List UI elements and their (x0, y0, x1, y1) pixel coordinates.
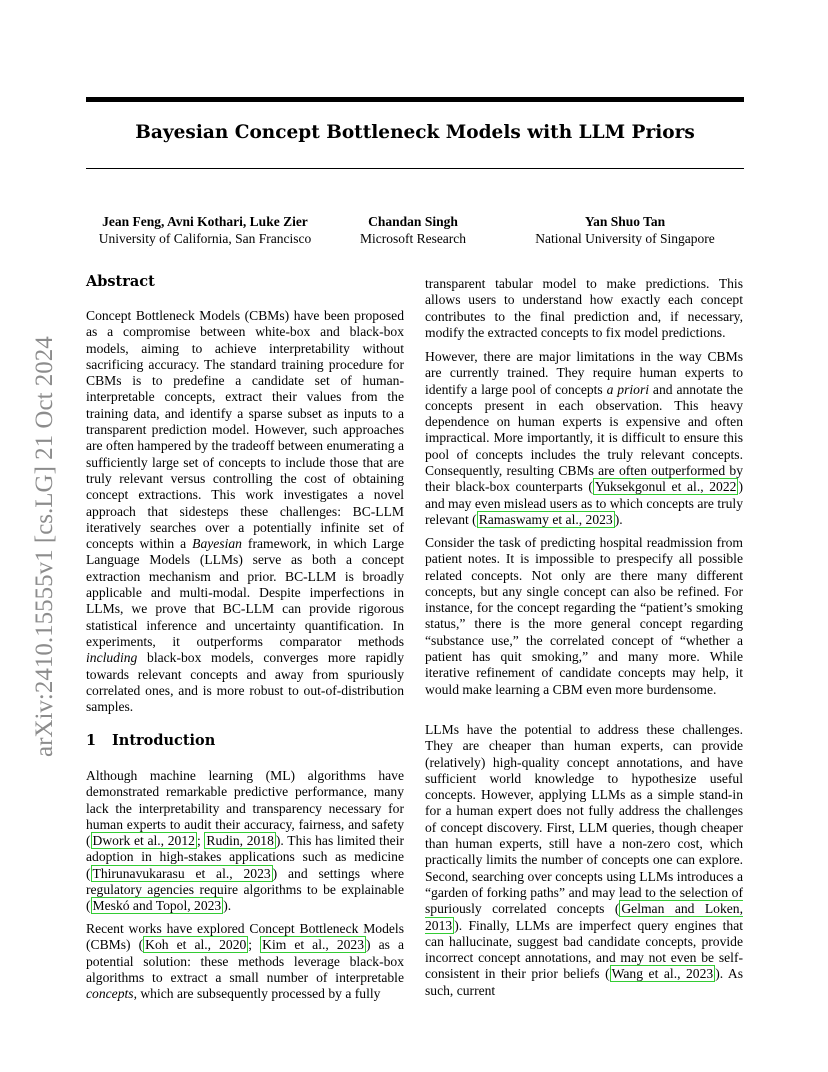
intro-paragraph-6: LLMs have the potential to address these challenges. They are cheaper than human experts, can provide (relatively) high-quality concept annotations, and have sufficient world knowledge to hypothesize useful concepts. However, applying LLMs as a simple stand-in for a human expert does not fully address the challenges of concept discovery. First, LLM queries, though cheaper than human experts, still have a non-zero cost, which practically limits the number of concepts one can explore. Second, searching over concepts using LLMs introduces a “garden of forking paths” and may lead to the selection of spuriously correlated concepts ( Gelman and Loken, 2013 ). Finally, LLMs are imperfect query engines that can hallucinate, suggest bad candidate concepts, provide incorrect concept annotations, and may not even be self-consistent in their prior beliefs ( Wang et al., 2023 ). As such, current (425, 722, 744, 998)
arxiv-id-text: arXiv:2410.15555v1 [cs.LG] 21 Oct 2024 (31, 336, 58, 757)
introduction-heading (86, 733, 215, 749)
citation-link[interactable]: Yuksekgonul et al., 2022 (594, 479, 737, 495)
intro-paragraph-5: Consider the task of predicting hospital readmission from patient notes. It is impossible to prespecify all possible related concepts. Not only are there many different concepts, but any single concept can also be refined. For instance, for the concept regarding the “patient’s smoking status,” there is the more general concept regarding “substance use,” the correlated concept of “whether a patient has quit smoking,” and many more. While iterative refinement of candidate concepts may help, it would make learning a CBM even more burdensome. (425, 535, 743, 697)
author-block-2 (348, 213, 478, 247)
citation-link[interactable]: Kim et al., 2023 (262, 937, 365, 953)
abstract-heading: Abstract (86, 273, 155, 290)
author-names: Jean Feng, Avni Kothari, Luke Zier (102, 214, 308, 229)
intro-paragraph-2: Recent works have explored Concept Bottleneck Models (CBMs) ( Koh et al., 2020 ; Kim et al., 2023 ) as a potential solution: these methods leverage black-box algorithms to extract a small number of interpretable concepts, which are subsequently processed by a fully (86, 921, 404, 1002)
abstract-text: Concept Bottleneck Models (CBMs) have been proposed as a compromise between white-box and black-box models, aiming to achieve interpretability without sacrificing accuracy. The standard training procedure for CBMs is to predefine a candidate set of human-interpretable concepts, extract their values from the training data, and identify a sparse subset as inputs to a transparent prediction model. However, such approaches are often hampered by the tradeoff between enumerating a sufficiently large set of concepts to include those that are truly relevant versus controlling the cost of obtaining concept extractions. This work investigates a novel approach that sidesteps these challenges: BC-LLM iteratively searches over a potentially infinite set of concepts within a Bayesian framework, in which Large Language Models (LLMs) serve as both a concept extraction mechanism and prior. BC-LLM is broadly applicable and multi-modal. Despite imperfections in LLMs, we prove that BC-LLM can provide rigorous statistical inference and uncertainty quantification. In experiments, it outperforms comparator methods including black-box models, converges more rapidly towards relevant concepts and away from spuriously correlated ones, and is more robust to out-of-distribution samples. (86, 308, 404, 715)
intro-paragraph-3: transparent tabular model to make predictions. This allows users to understand how exactly each concept contributes to the final prediction and, if necessary, modify the extracted concepts to fix model predictions. (425, 276, 743, 340)
paper-title: Bayesian Concept Bottleneck Models with LLM Priors (135, 122, 695, 143)
citation-link[interactable]: Ramaswamy et al., 2023 (478, 511, 613, 527)
author-block-3 (505, 213, 745, 247)
section-title: Introduction (112, 732, 216, 749)
author-affiliation: Microsoft Research (359, 231, 467, 246)
citation-link[interactable]: Koh et al., 2020 (145, 937, 247, 953)
title-top-rule (86, 97, 744, 102)
section-number: 1 (86, 732, 97, 749)
author-block-1 (70, 213, 340, 247)
author-names: Yan Shuo Tan (584, 214, 666, 229)
author-affiliation: University of California, San Francisco (98, 231, 312, 246)
title-bottom-rule (86, 168, 744, 169)
intro-paragraph-4: However, there are major limitations in the way CBMs are currently trained. They require human experts to identify a large pool of concepts a priori and annotate the concepts present in each observation. This heavy dependence on human experts is expensive and often impractical. More importantly, it is difficult to ensure this pool of concepts includes the truly relevant concepts. Consequently, resulting CBMs are often outperformed by their black-box counterparts ( Yuksekgonul et al., 2022 ) and may even mislead users as to which concepts are truly relevant ( Ramaswamy et al., 2023 ). (425, 349, 743, 527)
arxiv-identifier (8, 260, 64, 760)
author-names: Chandan Singh (368, 214, 458, 229)
citation-link[interactable]: Thirunavukarasu et al., 2023 (92, 865, 271, 881)
intro-paragraph-1: Although machine learning (ML) algorithms have demonstrated remarkable predictive performance, many lack the interpretability and transparency necessary for human experts to audit their accuracy, fairness, and safety ( Dwork et al., 2012 ; Rudin, 2018 ). This has limited their adoption in high-stakes applications such as medicine ( Thirunavukarasu et al., 2023 ) and settings where regulatory agencies require algorithms to be explainable ( Meskó and Topol, 2023 ). (86, 768, 405, 914)
citation-link[interactable]: Rudin, 2018 (206, 833, 274, 849)
citation-link[interactable]: Dwork et al., 2012 (92, 833, 195, 849)
author-affiliation: National University of Singapore (535, 231, 715, 246)
citation-link[interactable]: Wang et al., 2023 (611, 966, 714, 982)
citation-link[interactable]: Meskó and Topol, 2023 (92, 898, 222, 914)
citation-link[interactable]: Gelman and Loken, 2013 (425, 901, 743, 933)
